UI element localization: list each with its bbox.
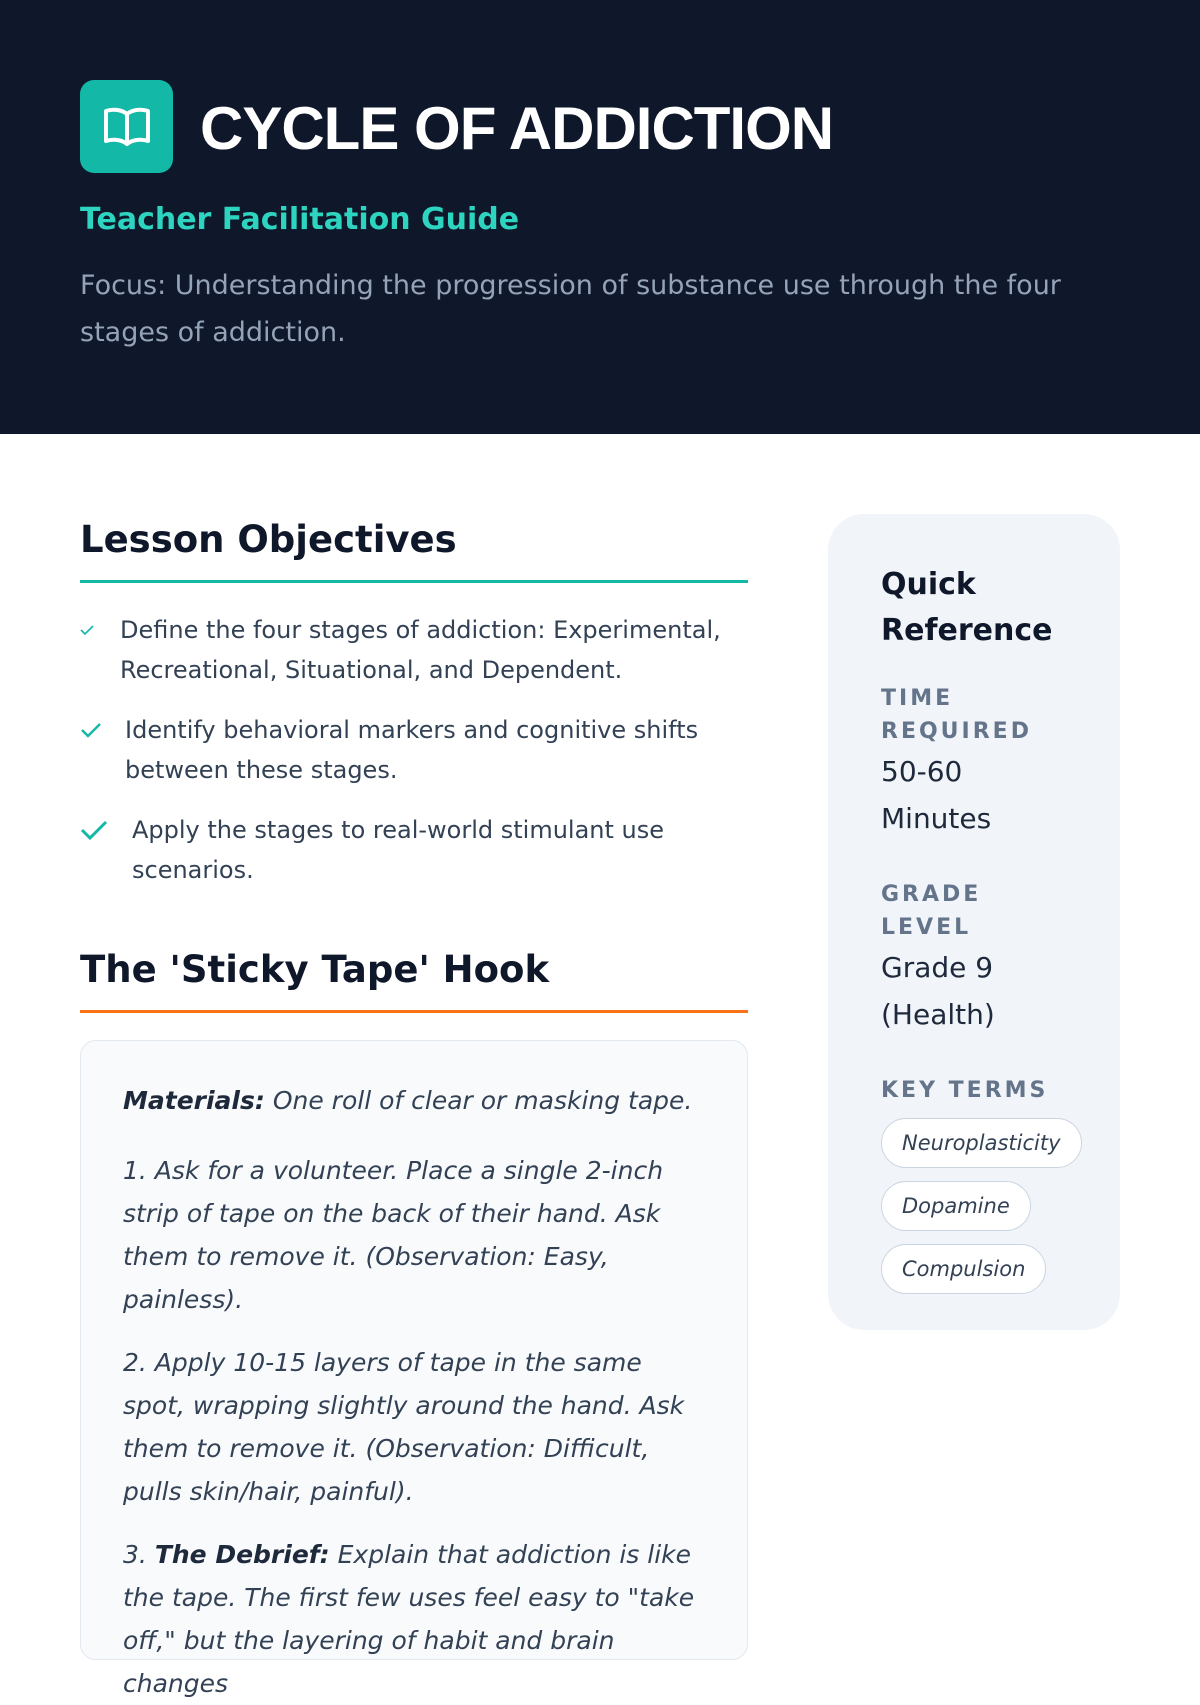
page-subtitle: Teacher Facilitation Guide: [80, 202, 520, 237]
hook-materials: [123, 1081, 707, 1121]
hook-step-1: 1. Ask for a volunteer. Place a single 2-inch strip of tape on the back of their hand. Ask them to remove it. (Observation: Easy, painless).: [123, 1156, 664, 1314]
focus-description: Focus: Understanding the progression of substance use through the four stages of addiction.: [80, 270, 1061, 348]
hook-divider: [80, 1010, 748, 1013]
checkmark-icon: [80, 810, 132, 850]
page-header: [0, 0, 1200, 434]
objective-item: [80, 610, 740, 690]
term-chip: Compulsion: [881, 1244, 1046, 1294]
term-chip: Dopamine: [881, 1181, 1031, 1231]
grade-level-value: Grade 9 (Health): [881, 951, 995, 1031]
step-3-number: 3.: [123, 1540, 155, 1569]
objective-text: Define the four stages of addiction: Experimental, Recreational, Situational, and Dependent.: [120, 616, 721, 684]
quick-reference-title: Quick Reference: [881, 567, 1053, 648]
materials-label: Materials:: [123, 1086, 265, 1115]
objective-text: Identify behavioral markers and cognitive shifts between these stages.: [125, 716, 699, 784]
hook-activity-box: [80, 1040, 748, 1698]
objectives-divider: [80, 580, 748, 583]
open-book-icon: [80, 80, 173, 173]
materials-text: One roll of clear or masking tape.: [264, 1086, 693, 1115]
checkmark-icon: [80, 610, 120, 650]
hook-step-2: 2. Apply 10-15 layers of tape in the same spot, wrapping slightly around the hand. Ask them to remove it. (Observation: Difficult, pulls skin/hair, painful).: [123, 1348, 685, 1506]
key-terms-label: KEY TERMS: [881, 1078, 1049, 1103]
quick-reference-panel: [828, 514, 1120, 1330]
debrief-label: The Debrief:: [154, 1540, 330, 1569]
objective-item: [80, 710, 740, 790]
debrief-text: Explain that addiction is like the tape. The first few uses feel easy to "take off," but the layering of habit and brain changes: [123, 1540, 695, 1698]
checkmark-icon: [80, 710, 125, 750]
grade-level-label: GRADE LEVEL: [881, 882, 982, 940]
term-chip: Neuroplasticity: [881, 1118, 1082, 1168]
time-required-label: TIME REQUIRED: [881, 686, 1032, 744]
hook-heading: The 'Sticky Tape' Hook: [80, 948, 550, 991]
key-terms-list: [881, 1118, 1068, 1307]
page-title: CYCLE OF ADDICTION: [200, 95, 834, 162]
objectives-heading: Lesson Objectives: [80, 518, 457, 561]
objective-item: [80, 810, 740, 890]
objective-text: Apply the stages to real-world stimulant use scenarios.: [132, 816, 665, 884]
hook-step-3: [123, 1533, 707, 1705]
time-required-value: 50-60 Minutes: [881, 755, 992, 835]
